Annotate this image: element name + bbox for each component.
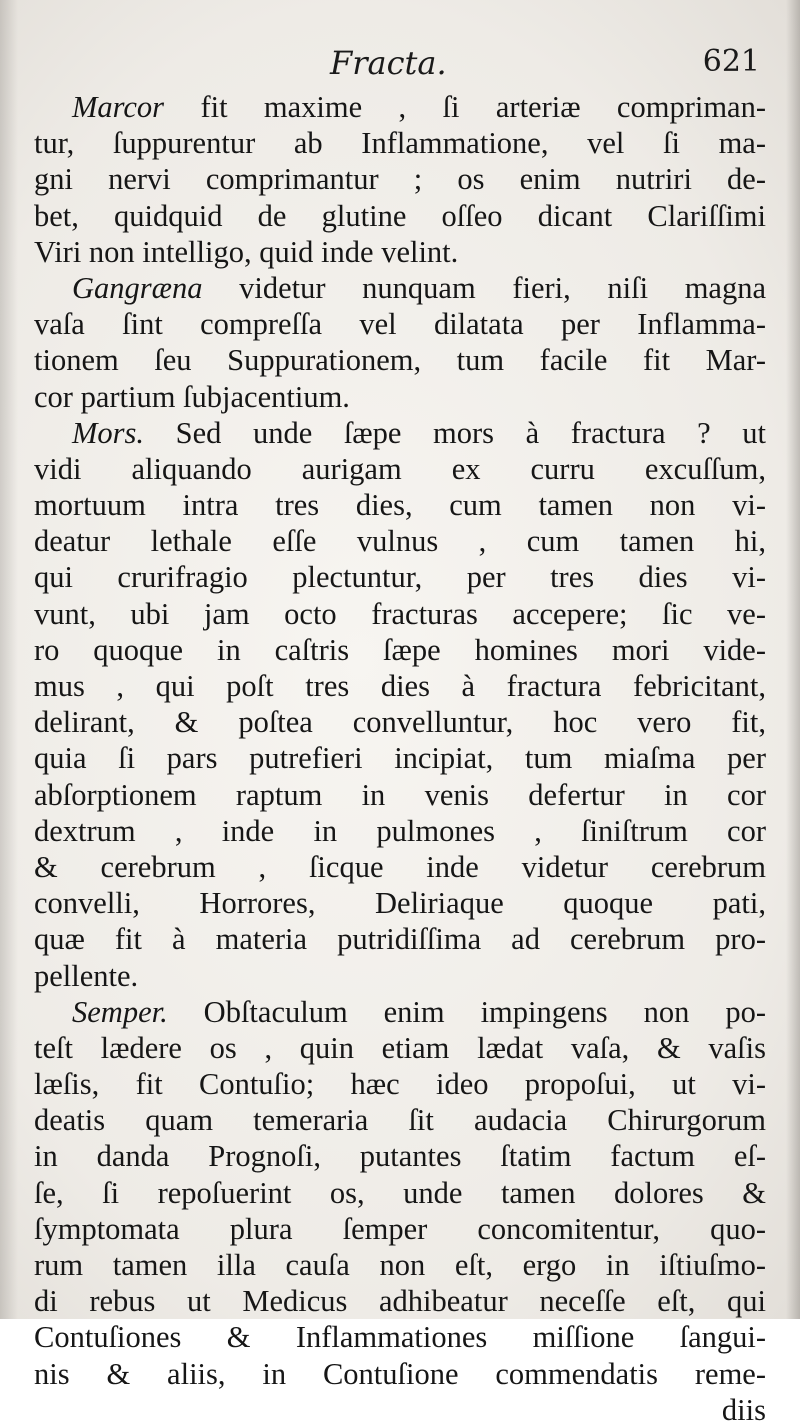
running-title: Fracta. <box>330 44 447 82</box>
text-line: Mors. Sed unde ſæpe mors à fractura ? ut <box>72 415 766 450</box>
text-line: Marcor fit maxime , ſi arteriæ compriman- <box>72 90 766 124</box>
paragraph-keyword: Mors. <box>72 415 145 450</box>
text-line: qui crurifragio plectuntur, per tres dies vi- <box>34 560 766 595</box>
text-line: mus , qui poſt tres dies à fractura febricitant, <box>34 669 766 703</box>
text-line: vunt, ubi jam octo fracturas accepere; ſic ve- <box>34 596 766 631</box>
text-line: tur, ſuppurentur ab Inflammatione, vel ſi ma- <box>34 126 766 161</box>
text-line: quæ fit à materia putridiſſima ad cerebrum pro- <box>34 922 766 957</box>
paragraph-keyword: Semper. <box>72 994 168 1029</box>
text-line: delirant, & poſtea convelluntur, hoc vero fit, <box>34 705 766 740</box>
text-line: rum tamen illa cauſa non eſt, ergo in iſtiuſmo- <box>34 1248 766 1282</box>
paragraph-keyword: Marcor <box>72 90 165 124</box>
text-line: dextrum , inde in pulmones , ſiniſtrum cor <box>34 813 766 848</box>
text-line: mortuum intra tres dies, cum tamen non vi- <box>34 488 766 523</box>
text-line: di rebus ut Medicus adhibeatur neceſſe eſt, qui <box>34 1284 766 1319</box>
text-line: vaſa ſint compreſſa vel dilatata per Inflamma- <box>34 307 766 342</box>
text-line: deatis quam temeraria ſit audacia Chirurgorum <box>34 1103 766 1138</box>
body-text <box>34 89 766 1428</box>
text-line: ro quoque in caſtris ſæpe homines mori vide- <box>34 632 766 667</box>
catchword: diis <box>721 1392 766 1427</box>
text-line: ſe, ſi repoſuerint os, unde tamen dolores & <box>34 1175 766 1210</box>
text-line: Viri non intelligo, quid inde velint. <box>34 234 459 269</box>
text-line: teſt lædere os , quin etiam lædat vaſa, & vaſis <box>34 1030 766 1065</box>
text-line: nis & aliis, in Contuſione commendatis reme- <box>34 1356 766 1391</box>
text-line: gni nervi comprimantur ; os enim nutriri de- <box>34 162 766 197</box>
page-header <box>34 40 764 86</box>
text-line: quia ſi pars putrefieri incipiat, tum miaſma per <box>34 741 766 776</box>
text-line: læſis, fit Contuſio; hæc ideo propoſui, ut vi- <box>34 1067 766 1102</box>
text-line: ſymptomata plura ſemper concomitentur, quo- <box>34 1211 766 1246</box>
text-line: Contuſiones & Inflammationes miſſione ſangui- <box>34 1320 766 1355</box>
page-edge-shadow <box>786 0 800 1319</box>
text-line: deatur lethale eſſe vulnus , cum tamen hi, <box>34 524 766 559</box>
text-line: pellente. <box>34 958 139 993</box>
text-line: in danda Prognoſi, putantes ſtatim factum eſ- <box>34 1139 766 1174</box>
text-line: Gangræna videtur nunquam fieri, niſi magna <box>72 270 766 305</box>
text-line: bet, quidquid de glutine oſſeo dicant Clariſſimi <box>34 198 766 233</box>
page-gutter-shadow <box>0 0 18 1319</box>
text-line: vidi aliquando aurigam ex curru excuſſum, <box>34 451 766 486</box>
text-line: convelli, Horrores, Deliriaque quoque pati, <box>34 886 766 921</box>
text-line: abſorptionem raptum in venis defertur in cor <box>34 777 766 812</box>
text-line: Semper. Obſtaculum enim impingens non po- <box>72 994 766 1029</box>
paragraph-keyword: Gangræna <box>72 270 203 305</box>
text-line: tionem ſeu Suppurationem, tum facile fit Mar- <box>34 343 766 378</box>
page-number: 621 <box>702 44 760 79</box>
text-line: & cerebrum , ſicque inde videtur cerebrum <box>34 849 766 884</box>
text-line: cor partium ſubjacentium. <box>34 379 350 414</box>
